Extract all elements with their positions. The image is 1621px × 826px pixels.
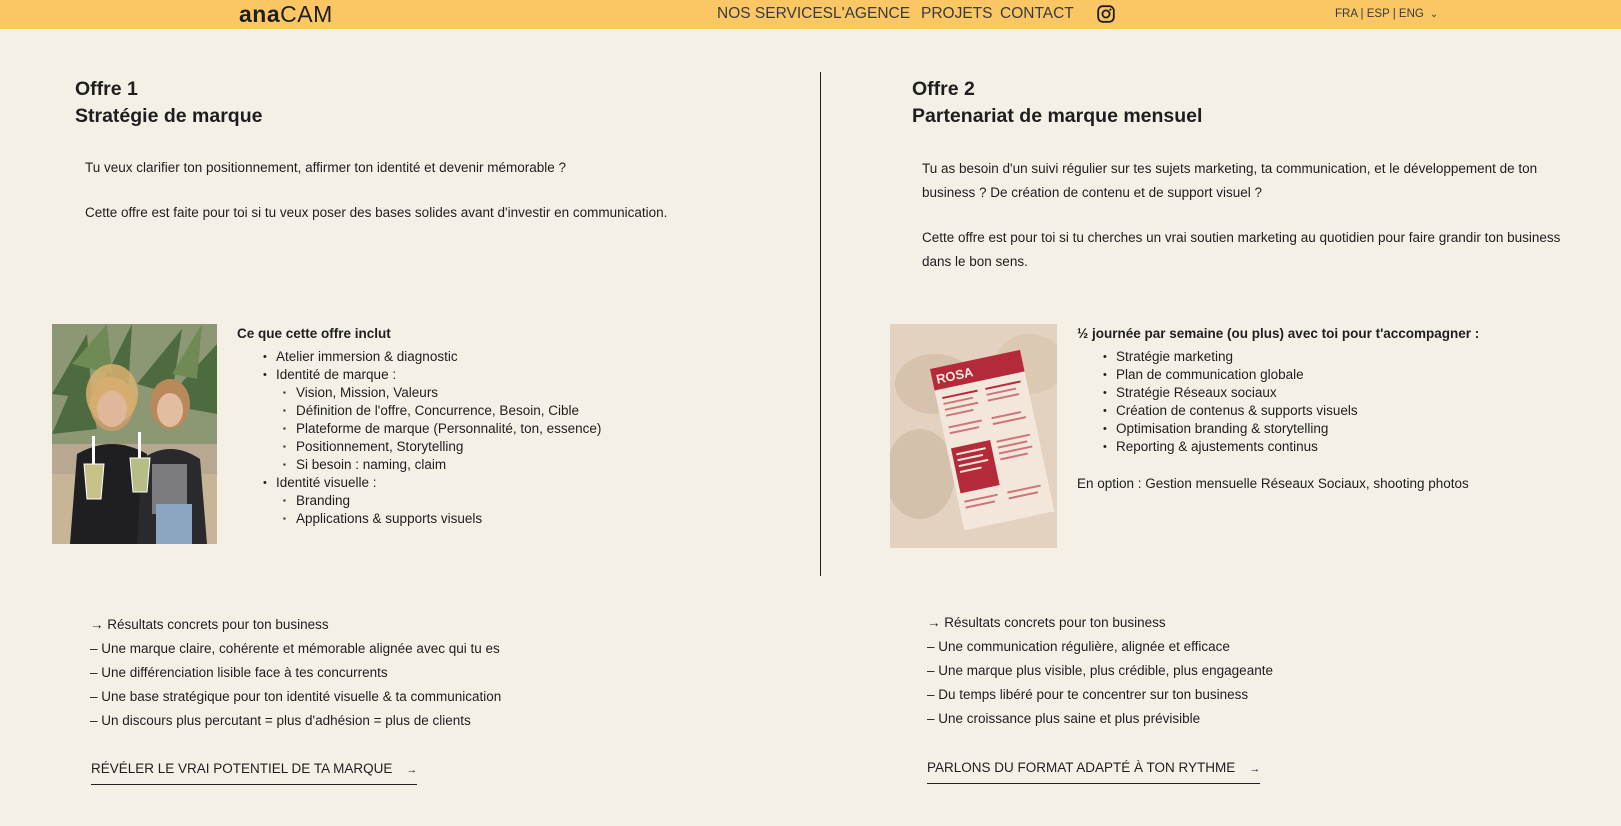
nav-projets-link[interactable]: PROJETS xyxy=(921,5,993,22)
chevron-down-icon: ⌄ xyxy=(1429,9,1439,20)
site-logo[interactable] xyxy=(239,0,333,29)
list-item: ▪ Définition de l'offre, Concurrence, Besoin, Cible xyxy=(276,402,601,420)
result-item: → Résultats concrets pour ton business xyxy=(927,615,1166,630)
list-item: • Stratégie Réseaux sociaux xyxy=(1116,384,1358,402)
offer2-option-text: En option : Gestion mensuelle Réseaux Sociaux, shooting photos xyxy=(1077,476,1469,491)
nav-agence[interactable] xyxy=(833,0,910,29)
list-item: ▪ Applications & supports visuels xyxy=(276,510,601,528)
offer1-cta-label: RÉVÉLER LE VRAI POTENTIEL DE TA MARQUE xyxy=(91,761,393,776)
instagram-icon[interactable] xyxy=(1097,5,1115,23)
logo-part-ana: ana xyxy=(239,1,281,27)
list-item: • Stratégie marketing xyxy=(1116,348,1358,366)
offer2-title xyxy=(912,76,1202,130)
nav-services-link[interactable]: NOS SERVICES xyxy=(717,5,834,22)
result-item: – Une croissance plus saine et plus prévisible xyxy=(927,711,1201,726)
offer1-includes-title: Ce que cette offre inclut xyxy=(237,326,391,341)
list-item: ▪ Plateforme de marque (Personnalité, ton, essence) xyxy=(276,420,601,438)
list-item: • Plan de communication globale xyxy=(1116,366,1358,384)
menu-brand: ROSA xyxy=(934,364,975,387)
result-item: – Une base stratégique pour ton identité visuelle & ta communication xyxy=(90,689,502,704)
result-item: – Une marque claire, cohérente et mémorable alignée avec qui tu es xyxy=(90,641,500,656)
site-header xyxy=(0,0,1621,29)
list-item: • Atelier immersion & diagnostic xyxy=(276,348,601,366)
offer2-cta-label: PARLONS DU FORMAT ADAPTÉ À TON RYTHME xyxy=(927,760,1236,775)
offer1-results-list xyxy=(90,613,501,733)
offer1-title-name: Stratégie de marque xyxy=(75,105,263,127)
offer2-photo-rosa-menu xyxy=(890,324,1057,548)
list-item: ▪ Positionnement, Storytelling xyxy=(276,438,601,456)
offer2-results-list xyxy=(927,611,1273,731)
language-options: FRA | ESP | ENG xyxy=(1335,8,1424,20)
nav-services[interactable] xyxy=(717,0,833,29)
offer2-target: Cette offre est pour toi si tu cherches un vrai soutien marketing au quotidien pour faire grandir ton business dans le bon sens. xyxy=(922,230,1561,269)
offer1-title xyxy=(75,76,262,130)
result-item: – Du temps libéré pour te concentrer sur ton business xyxy=(927,687,1249,702)
offer2-includes-list xyxy=(1116,348,1358,456)
offer1-title-number: Offre 1 xyxy=(75,78,138,100)
list-item: • Optimisation branding & storytelling xyxy=(1116,420,1358,438)
nav-contact-link[interactable]: CONTACT xyxy=(1000,5,1074,22)
offer2-title-number: Offre 2 xyxy=(912,78,975,100)
result-item: – Un discours plus percutant = plus d'adhésion = plus de clients xyxy=(90,713,471,728)
arrow-right-icon: → xyxy=(406,764,418,776)
nav-agence-link[interactable]: L'AGENCE xyxy=(833,5,911,22)
logo-part-cam: CAM xyxy=(280,1,333,27)
language-selector[interactable] xyxy=(1335,0,1438,29)
result-item: – Une communication régulière, alignée et efficace xyxy=(927,639,1230,654)
result-item: – Une différenciation lisible face à tes concurrents xyxy=(90,665,388,680)
nav-contact[interactable] xyxy=(1000,0,1074,29)
offer1-photo-two-women xyxy=(52,324,217,544)
list-item: ▪ Si besoin : naming, claim xyxy=(276,456,601,474)
list-item: • Identité de marque : xyxy=(276,366,601,384)
list-item: • Création de contenus & supports visuels xyxy=(1116,402,1358,420)
offer2-cta-link[interactable] xyxy=(927,760,1260,784)
offer1-cta-link[interactable] xyxy=(91,761,417,785)
list-item: • Reporting & ajustements continus xyxy=(1116,438,1358,456)
arrow-right-icon: → xyxy=(1249,763,1261,775)
offer2-intro: Tu as besoin d'un suivi régulier sur tes sujets marketing, ta communication, et le développement de ton business ? De création de contenu et de support visuel ? xyxy=(922,161,1538,200)
offer1-intro: Tu veux clarifier ton positionnement, affirmer ton identité et devenir mémorable ? xyxy=(85,160,566,175)
nav-projets[interactable] xyxy=(921,0,992,29)
list-item: ▪ Vision, Mission, Valeurs xyxy=(276,384,601,402)
column-divider xyxy=(820,72,821,576)
offer2-title-name: Partenariat de marque mensuel xyxy=(912,105,1203,127)
offer1-includes-list xyxy=(276,348,601,528)
result-item: → Résultats concrets pour ton business xyxy=(90,617,329,632)
result-item: – Une marque plus visible, plus crédible, plus engageante xyxy=(927,663,1273,678)
list-item: ▪ Branding xyxy=(276,492,601,510)
offer1-target: Cette offre est faite pour toi si tu veux poser des bases solides avant d'investir en communication. xyxy=(85,205,668,220)
offer2-includes-title: ½ journée par semaine (ou plus) avec toi pour t'accompagner : xyxy=(1077,326,1480,341)
list-item: • Identité visuelle : xyxy=(276,474,601,492)
